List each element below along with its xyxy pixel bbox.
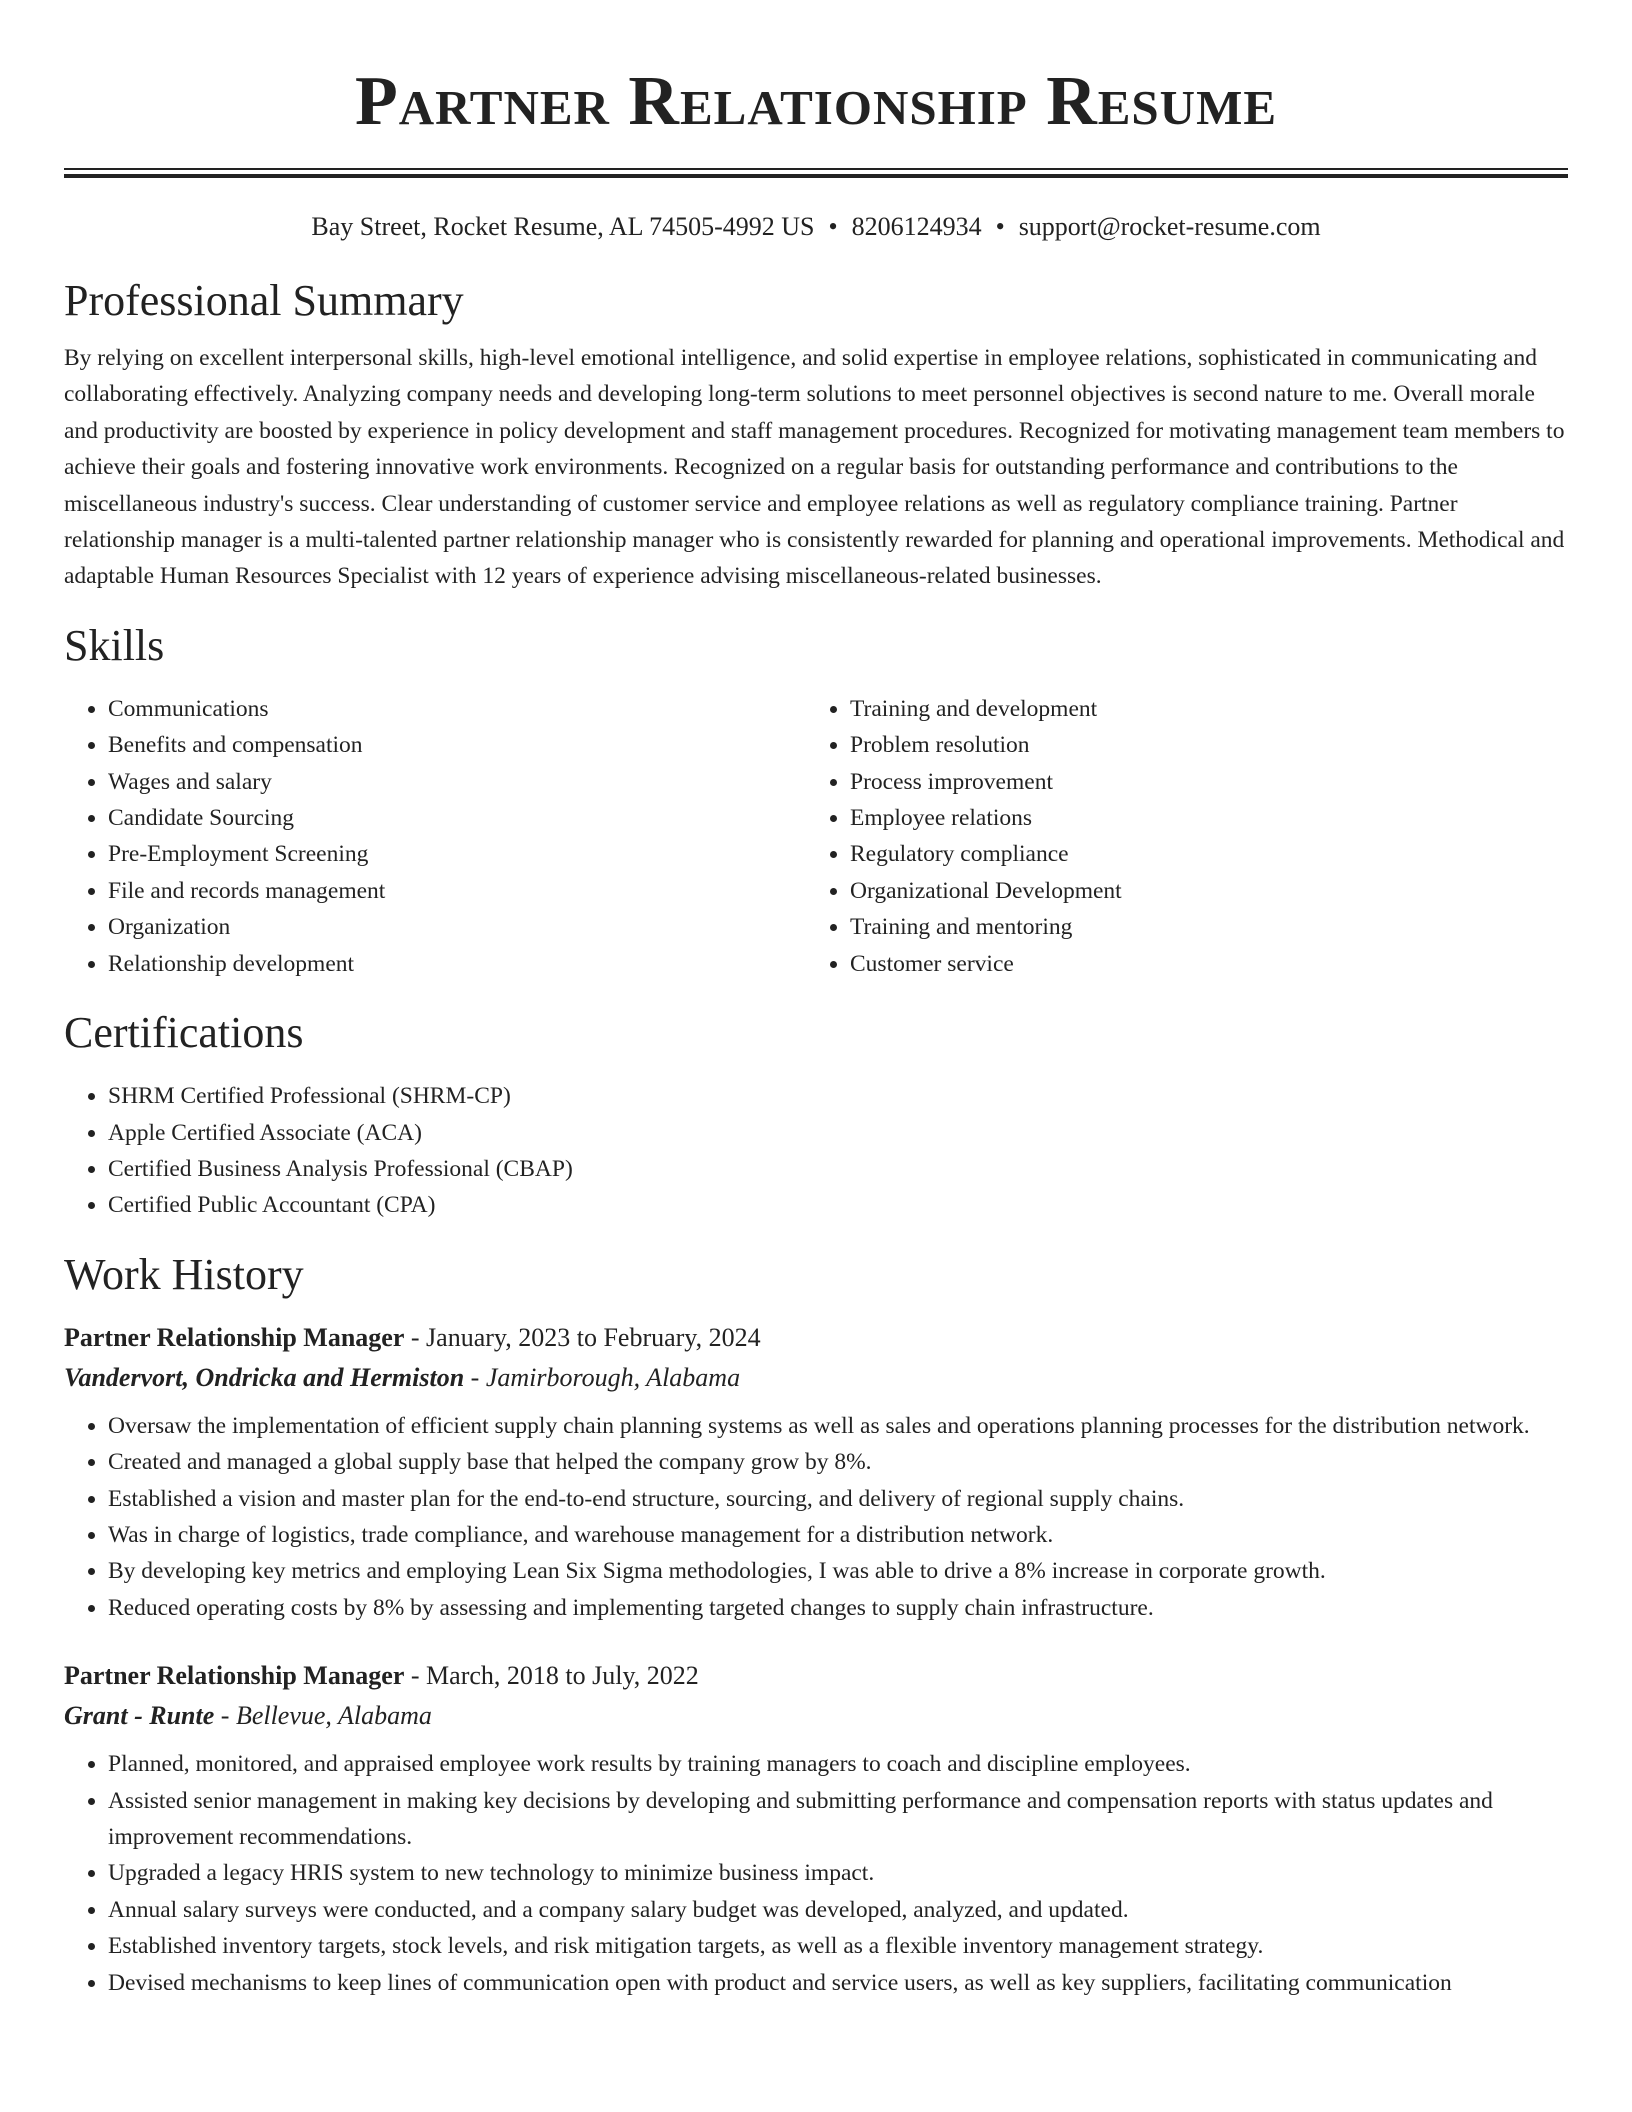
- job-bullet: • By developing key metrics and employing Lean Six Sigma methodologies, I was able to drive a 8% increase in corporate growth.: [108, 1553, 1568, 1589]
- summary-text: By relying on excellent interpersonal skills, high-level emotional intelligence, and solid expertise in employee relations, sophisticated in communicating and collaborating effectively. Analyzing company needs and developing long-term solutions to meet personnel objectives is second nature to me. Overall morale and productivity are boosted by experience in policy development and staff management procedures. Recognized for motivating management team members to achieve their goals and fostering innovative work environments. Recognized on a regular basis for outstanding performance and contributions to the miscellaneous industry's success. Clear understanding of customer service and employee relations as well as regulatory compliance training. Partner relationship manager is a multi-talented partner relationship manager who is consistently rewarded for planning and operational improvements. Methodical and adaptable Human Resources Specialist with 12 years of experience advising miscellaneous-related businesses.: [64, 345, 1565, 590]
- skill-item: • Wages and salary: [108, 764, 806, 800]
- job-bullet: • Planned, monitored, and appraised employee work results by training managers to coach and discipline employees.: [108, 1746, 1568, 1782]
- job-location: Jamirborough, Alabama: [485, 1362, 741, 1392]
- job-company-line: Vandervort, Ondricka and Hermiston - Jamirborough, Alabama: [64, 1362, 741, 1392]
- contact-email: support@rocket-resume.com: [1018, 212, 1321, 241]
- contact-separator: •: [995, 212, 1005, 241]
- job-dates: March, 2018 to July, 2022: [426, 1661, 699, 1691]
- skill-item: • Communications: [108, 691, 806, 727]
- skills-columns: [64, 691, 1568, 982]
- certification-item: • Certified Public Accountant (CPA): [108, 1187, 1568, 1223]
- job-bullet: • Established a vision and master plan for the end-to-end structure, sourcing, and delivery of regional supply chains.: [108, 1481, 1568, 1517]
- job-title: Partner Relationship Manager: [64, 1322, 405, 1352]
- job-bullet: • Assisted senior management in making key decisions by developing and submitting performance and compensation reports with status updates and improvement recommendations.: [108, 1783, 1568, 1856]
- skill-item: • Relationship development: [108, 946, 806, 982]
- skill-item: • Pre-Employment Screening: [108, 836, 806, 872]
- skill-item: • Problem resolution: [850, 727, 1548, 763]
- skill-item: • Organization: [108, 909, 806, 945]
- job-entry: [64, 1318, 1568, 1626]
- contact-separator: •: [828, 212, 838, 241]
- skill-item: • Employee relations: [850, 800, 1548, 836]
- skill-item: • Benefits and compensation: [108, 727, 806, 763]
- job-bullet: • Created and managed a global supply base that helped the company grow by 8%.: [108, 1444, 1568, 1480]
- contact-address: Bay Street, Rocket Resume, AL 74505-4992 US: [311, 212, 815, 241]
- skill-item: • Regulatory compliance: [850, 836, 1548, 872]
- job-company: Grant - Runte: [64, 1701, 215, 1731]
- skill-item: • File and records management: [108, 873, 806, 909]
- skill-item: • Organizational Development: [850, 873, 1548, 909]
- job-title: Partner Relationship Manager: [64, 1661, 405, 1691]
- job-bullets: [64, 1408, 1568, 1626]
- certification-item: • Apple Certified Associate (ACA): [108, 1115, 1568, 1151]
- work-history-heading: Work History: [64, 1249, 304, 1299]
- job-dates: January, 2023 to February, 2024: [426, 1322, 761, 1352]
- skill-item: • Training and development: [850, 691, 1548, 727]
- job-title-line: Partner Relationship Manager - January, 2023 to February, 2024: [64, 1322, 761, 1352]
- job-title-line: Partner Relationship Manager - March, 2018 to July, 2022: [64, 1661, 699, 1691]
- certifications-list: [64, 1078, 1568, 1224]
- resume-page: [64, 0, 1568, 2001]
- job-bullet: • Upgraded a legacy HRIS system to new technology to minimize business impact.: [108, 1855, 1568, 1891]
- skill-item: • Candidate Sourcing: [108, 800, 806, 836]
- job-company-line: Grant - Runte - Bellevue, Alabama: [64, 1701, 432, 1731]
- contact-phone: 8206124934: [851, 212, 982, 241]
- summary-heading: Professional Summary: [64, 276, 464, 325]
- skills-right-list: [806, 691, 1548, 982]
- skills-left-list: [64, 691, 806, 982]
- job-bullet: • Established inventory targets, stock levels, and risk mitigation targets, as well as a flexible inventory management strategy.: [108, 1928, 1568, 1964]
- resume-title: Partner Relationship Resume: [354, 63, 1278, 140]
- certification-item: • SHRM Certified Professional (SHRM-CP): [108, 1078, 1568, 1114]
- job-location: Bellevue, Alabama: [235, 1701, 432, 1731]
- job-bullets: [64, 1746, 1568, 2001]
- certification-item: • Certified Business Analysis Professional (CBAP): [108, 1151, 1568, 1187]
- job-bullet: • Was in charge of logistics, trade compliance, and warehouse management for a distribution network.: [108, 1517, 1568, 1553]
- job-bullet: • Devised mechanisms to keep lines of communication open with product and service users, as well as key suppliers, facilitating communication: [108, 1965, 1568, 2001]
- job-bullet: • Reduced operating costs by 8% by assessing and implementing targeted changes to supply chain infrastructure.: [108, 1590, 1568, 1626]
- title-divider: [64, 168, 1568, 178]
- job-company: Vandervort, Ondricka and Hermiston: [64, 1362, 465, 1392]
- skill-item: • Training and mentoring: [850, 909, 1548, 945]
- job-bullet: • Annual salary surveys were conducted, and a company salary budget was developed, analyzed, and updated.: [108, 1892, 1568, 1928]
- job-entry: [64, 1656, 1568, 2001]
- skills-heading: Skills: [64, 620, 165, 670]
- skill-item: • Process improvement: [850, 764, 1548, 800]
- certifications-heading: Certifications: [64, 1008, 304, 1058]
- job-bullet: • Oversaw the implementation of efficient supply chain planning systems as well as sales and operations planning processes for the distribution network.: [108, 1408, 1568, 1444]
- contact-line: [64, 210, 1568, 244]
- skill-item: • Customer service: [850, 946, 1548, 982]
